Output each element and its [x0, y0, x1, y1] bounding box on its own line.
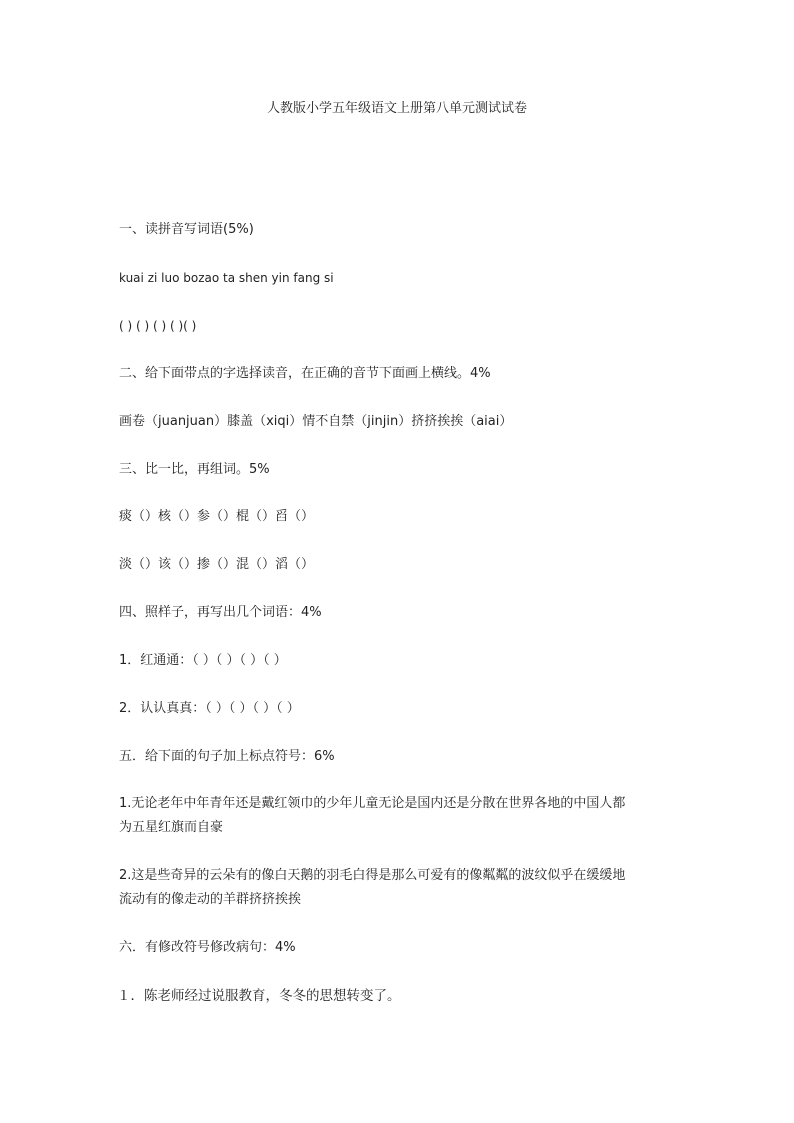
- section-4-item-2: 2．认认真真：（ ）（ ）（ ）（ ）: [119, 701, 300, 716]
- section-5-item-1-line-1: 1.无论老年中年青年还是戴红领巾的少年儿童无论是国内还是分散在世界各地的中国人都: [119, 796, 626, 811]
- page-title: 人教版小学五年级语文上册第八单元测试试卷: [266, 101, 527, 116]
- section-6-heading: 六．有修改符号修改病句：4%: [119, 940, 296, 955]
- section-2-heading: 二、给下面带点的字选择读音，在正确的音节下面画上横线。4%: [119, 366, 491, 381]
- section-4-heading: 四、照样子，再写出几个词语：4%: [119, 605, 322, 620]
- section-1-pinyin: kuai zi luo bozao ta shen yin fang si: [119, 271, 334, 285]
- section-6-item-1: １．陈老师经过说服教育，冬冬的思想转变了。: [117, 988, 401, 1004]
- section-3-row-1: 痰（）核（）参（）棍（）舀（）: [119, 509, 315, 524]
- section-5-item-1: [119, 792, 679, 840]
- section-1-heading: 一、读拼音写词语(5%): [119, 222, 254, 237]
- section-5-item-2: [119, 864, 679, 912]
- section-1-blanks: ( ) ( ) ( ) ( )( ): [119, 319, 197, 333]
- section-4-item-1: 1．红通通：（ ）（ ）（ ）（ ）: [119, 653, 287, 668]
- section-5-heading: 五．给下面的句子加上标点符号：6%: [119, 749, 335, 764]
- section-5-item-2-line-2: 流动有的像走动的羊群挤挤挨挨: [119, 892, 302, 907]
- section-5-item-2-line-1: 2.这是些奇异的云朵有的像白天鹅的羽毛白得是那么可爱有的像粼粼的波纹似乎在缓缓地: [119, 868, 626, 883]
- section-2-content: 画卷（juanjuan）膝盖（xiqi）情不自禁（jinjin）挤挤挨挨（aiai）: [119, 414, 513, 429]
- section-3-heading: 三、比一比，再组词。5%: [119, 462, 270, 477]
- section-3-row-2: 淡（）该（）掺（）混（）滔（）: [119, 557, 315, 572]
- section-5-item-1-line-2: 为五星红旗而自豪: [119, 820, 224, 835]
